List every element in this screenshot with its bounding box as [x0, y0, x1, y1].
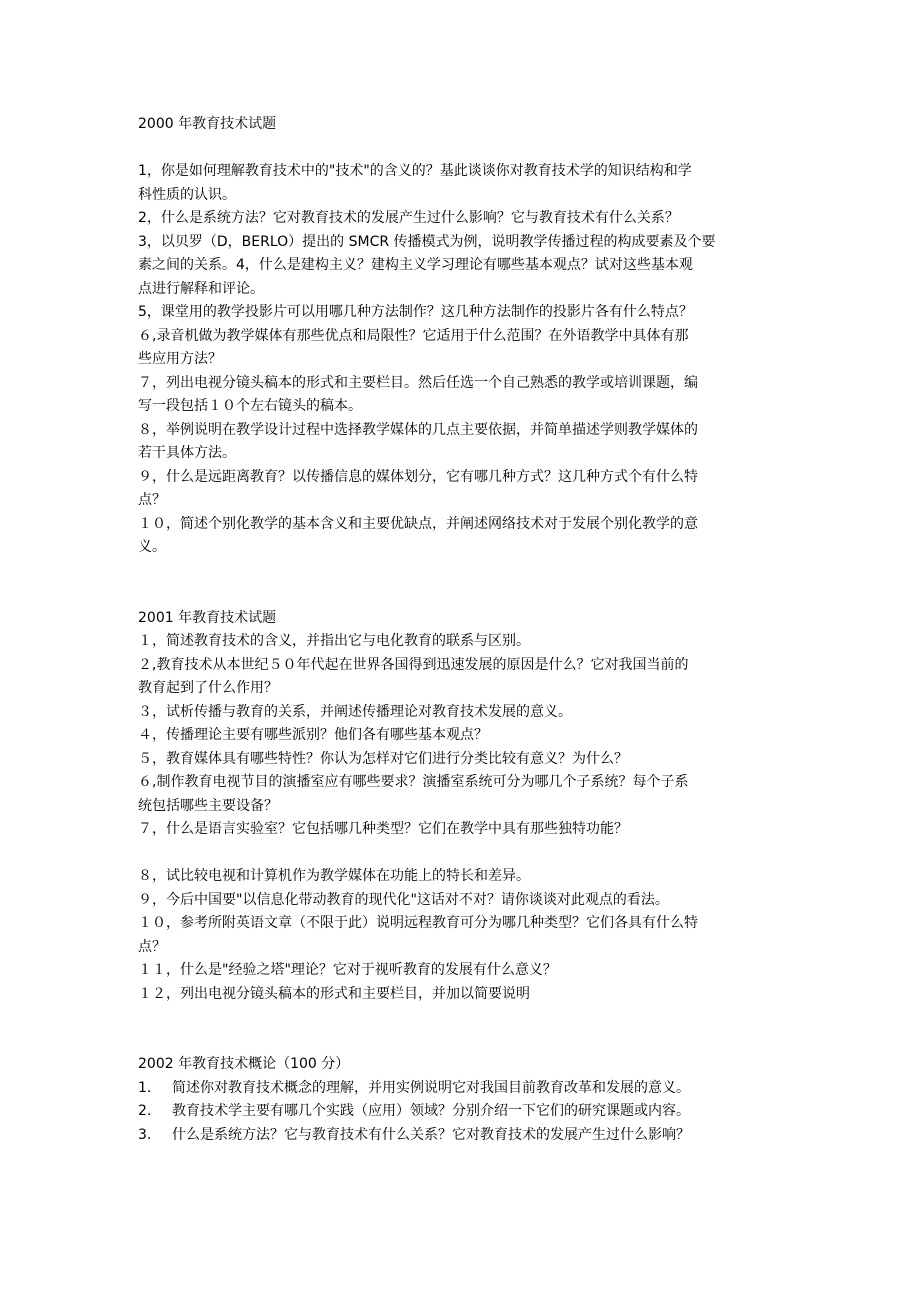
- section-2001: [138, 607, 788, 1007]
- list-item: [138, 1077, 788, 1101]
- text-line: １１，什么是"经验之塔"理论？它对于视听教育的发展有什么意义？: [138, 962, 557, 978]
- list-item-number: 3.: [138, 1126, 152, 1143]
- text-line: 统包括哪些主要设备？: [138, 797, 278, 814]
- text-line: ６,录音机做为教学媒体有那些优点和局限性？它适用于什么范围？在外语教学中具体有那: [138, 327, 689, 344]
- section-title: 2001 年教育技术试题: [138, 609, 277, 626]
- text-line: 些应用方法？: [138, 351, 222, 367]
- document-page: [138, 113, 788, 1147]
- text-line: ７，什么是语言实验室？它包括哪几种类型？它们在教学中具有那些独特功能？: [138, 821, 628, 837]
- blank-line: [138, 1030, 788, 1054]
- text-line: 5，课堂用的教学投影片可以用哪几种方法制作？这几种方法制作的投影片各有什么特点？: [138, 304, 693, 320]
- text-line: 教育起到了什么作用？: [138, 680, 278, 696]
- text-line: ３，试析传播与教育的关系，并阐述传播理论对教育技术发展的意义。: [138, 703, 572, 720]
- text-line: 科性质的认识。: [138, 186, 236, 203]
- text-line: １２，列出电视分镜头稿本的形式和主要栏目，并加以简要说明: [138, 985, 530, 1002]
- text-line: １，简述教育技术的含义，并指出它与电化教育的联系与区别。: [138, 633, 530, 649]
- text-line: ４，传播理论主要有哪些派别？他们各有哪些基本观点？: [138, 727, 488, 743]
- text-line: 写一段包括１０个左右镜头的稿本。: [138, 398, 362, 414]
- section-2000: [138, 113, 788, 560]
- text-line: ９，什么是远距离教育？以传播信息的媒体划分，它有哪几种方式？这几种方式个有什么特: [138, 468, 698, 485]
- text-line: 点？: [138, 492, 166, 508]
- text-line: 若干具体方法。: [138, 445, 236, 461]
- section-2002: [138, 1053, 788, 1147]
- list-item: [138, 1124, 788, 1148]
- blank-line: [138, 1006, 788, 1030]
- section-title: 2000 年教育技术试题: [138, 116, 277, 132]
- text-line: ８，举例说明在教学设计过程中选择教学媒体的几点主要依据，并简单描述学则教学媒体的: [138, 421, 698, 438]
- text-line: 1，你是如何理解教育技术中的"技术"的含义的？基此谈谈你对教育技术学的知识结构和学: [138, 163, 692, 179]
- text-line: 点进行解释和评论。: [138, 280, 264, 297]
- text-line: 点？: [138, 938, 166, 955]
- list-item-text: 教育技术学主要有哪几个实践（应用）领域？分别介绍一下它们的研究课题或内容。: [172, 1103, 690, 1119]
- list-item-text: 简述你对教育技术概念的理解，并用实例说明它对我国目前教育改革和发展的意义。: [172, 1079, 690, 1096]
- text-line: 义。: [138, 539, 166, 555]
- list-item-number: 1.: [138, 1079, 152, 1096]
- list-item: [138, 1100, 788, 1124]
- text-line: ５，教育媒体具有哪些特性？你认为怎样对它们进行分类比较有意义？为什么？: [138, 750, 628, 767]
- list-item-number: 2.: [138, 1103, 152, 1119]
- text-line: ６,制作教育电视节目的演播室应有哪些要求？演播室系统可分为哪几个子系统？每个子系: [138, 774, 689, 790]
- text-line: １０，参考所附英语文章（不限于此）说明远程教育可分为哪几种类型？它们各具有什么特: [138, 915, 698, 931]
- text-line: ２,教育技术从本世纪５０年代起在世界各国得到迅速发展的原因是什么？它对我国当前的: [138, 656, 689, 673]
- blank-line: [138, 560, 788, 584]
- text-line: ７，列出电视分镜头稿本的形式和主要栏目。然后任选一个自己熟悉的教学或培训课题，编: [138, 374, 698, 391]
- text-line: ８，试比较电视和计算机作为教学媒体在功能上的特长和差异。: [138, 868, 530, 884]
- blank-line: [138, 842, 788, 866]
- section-title: 2002 年教育技术概论（100 分）: [138, 1056, 350, 1072]
- blank-line: [138, 583, 788, 607]
- text-line: １０，简述个别化教学的基本含义和主要优缺点，并阐述网络技术对于发展个别化教学的意: [138, 515, 698, 532]
- text-line: ９，今后中国要"以信息化带动教育的现代化"这话对不对？请你谈谈对此观点的看法。: [138, 891, 669, 908]
- blank-line: [138, 137, 788, 161]
- text-line: 3，以贝罗（D，BERLO）提出的 SMCR 传播模式为例，说明教学传播过程的构成要素及个要: [138, 233, 716, 250]
- text-line: 2，什么是系统方法？它对教育技术的发展产生过什么影响？它与教育技术有什么关系？: [138, 210, 679, 226]
- list-item-text: 什么是系统方法？它与教育技术有什么关系？它对教育技术的发展产生过什么影响？: [172, 1126, 690, 1143]
- text-line: 素之间的关系。4，什么是建构主义？建构主义学习理论有哪些基本观点？试对这些基本观: [138, 257, 693, 273]
